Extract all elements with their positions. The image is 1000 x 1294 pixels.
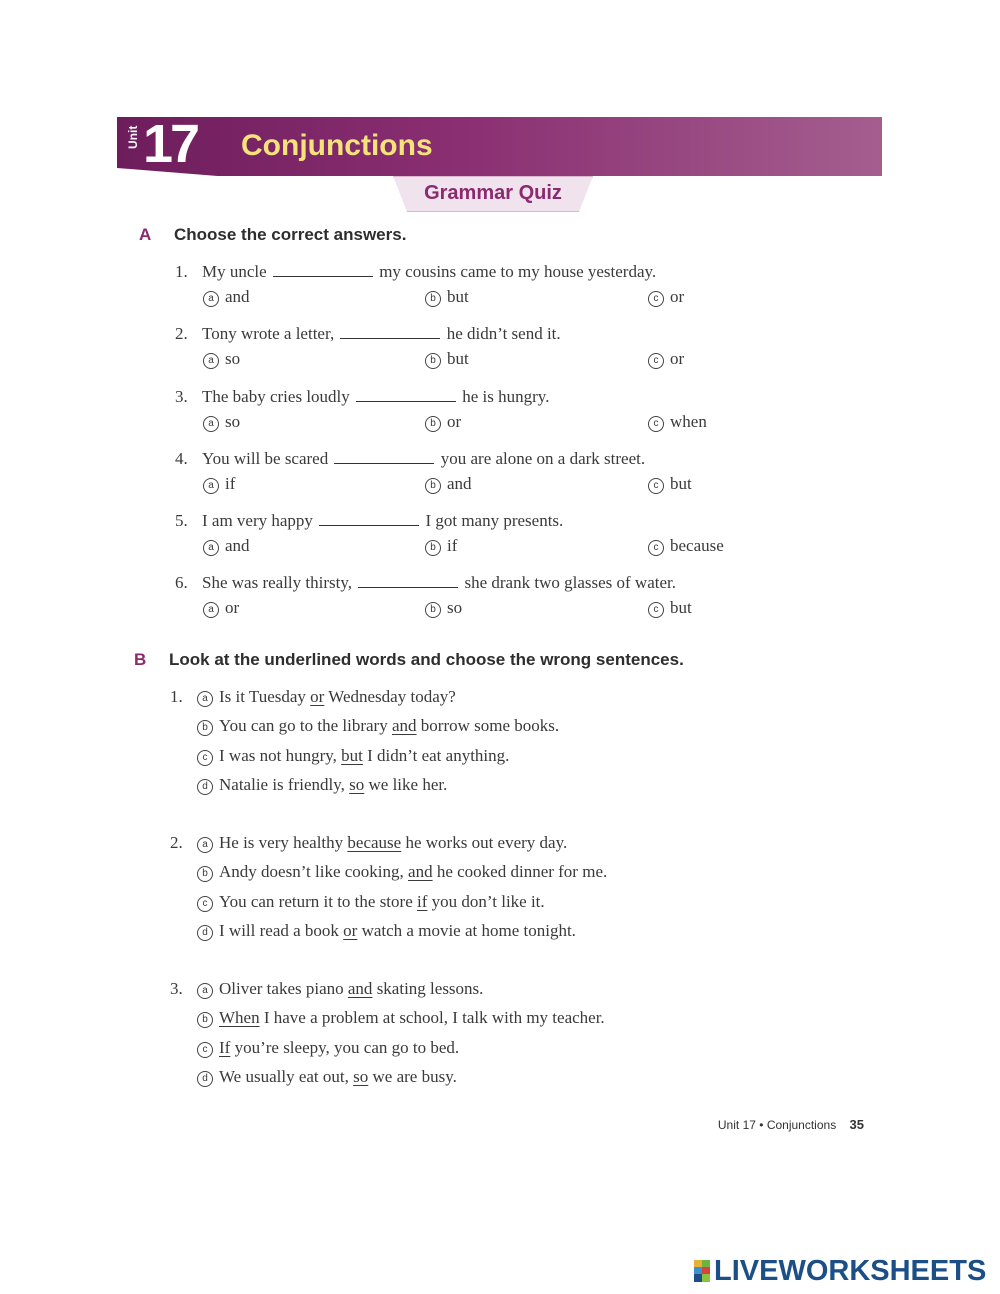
sentence-text: Andy doesn’t like cooking,	[219, 862, 409, 882]
sentence-text: Wednesday today?	[324, 687, 456, 706]
unit-banner	[117, 117, 882, 176]
option-text: so	[225, 412, 241, 431]
footer-topic: Conjunctions	[766, 1118, 837, 1132]
sentence-text: you’re sleepy, you can go to bed.	[230, 1037, 460, 1057]
sentence-option[interactable]	[197, 745, 509, 767]
answer-option[interactable]	[203, 597, 239, 619]
question-text-after: she drank two glasses of water.	[464, 573, 676, 592]
question-text-before: The baby cries loudly	[202, 387, 350, 406]
question-text-after: my cousins came to my house yesterday.	[379, 262, 657, 281]
underlined-conjunction: but	[341, 745, 363, 765]
answer-option[interactable]	[648, 473, 692, 495]
question-text	[202, 448, 645, 470]
sentence-text: I will read a book	[219, 920, 344, 940]
sentence-text: You can go to the library	[219, 716, 392, 736]
question-text	[202, 572, 676, 594]
question-number: 6.	[175, 573, 188, 592]
answer-option[interactable]	[648, 411, 707, 433]
option-letter-circle: c	[648, 353, 664, 369]
answer-option[interactable]	[203, 348, 240, 370]
underlined-conjunction: or	[343, 920, 358, 940]
underlined-conjunction: and	[391, 716, 417, 736]
sentence-text: we like her.	[364, 774, 448, 794]
page-number: 35	[849, 1117, 864, 1132]
answer-option[interactable]	[203, 411, 240, 433]
option-text: when	[670, 412, 707, 431]
question-number: 4.	[175, 449, 188, 468]
answer-blank[interactable]	[273, 261, 373, 277]
question-number: 5.	[175, 511, 188, 530]
unit-title: Conjunctions	[241, 129, 433, 162]
option-letter-circle: b	[197, 720, 213, 736]
option-letter-circle: b	[425, 602, 441, 618]
underlined-conjunction: because	[347, 833, 402, 852]
answer-blank[interactable]	[319, 510, 419, 526]
question-text-before: She was really thirsty,	[202, 573, 352, 592]
option-letter-circle: a	[197, 691, 213, 707]
footer-unit: Unit 17	[717, 1118, 756, 1132]
grammar-quiz-tab	[393, 176, 593, 212]
option-text: so	[447, 598, 463, 617]
answer-option[interactable]	[425, 535, 457, 557]
option-text: and	[447, 474, 472, 493]
sentence-text: borrow some books.	[416, 716, 560, 736]
underlined-conjunction: and	[408, 862, 433, 882]
underlined-conjunction: so	[353, 1066, 369, 1086]
sentence-option[interactable]	[197, 861, 607, 883]
sentence-option[interactable]	[197, 1007, 605, 1029]
question-text	[202, 323, 561, 345]
answer-option[interactable]	[648, 286, 684, 308]
option-letter-circle: b	[197, 1012, 213, 1028]
option-letter-circle: a	[203, 540, 219, 556]
question-text-before: You will be scared	[202, 449, 329, 468]
option-letter-circle: a	[203, 291, 219, 307]
option-letter-circle: b	[425, 353, 441, 369]
sentence-text: Natalie is friendly,	[219, 774, 350, 794]
answer-blank[interactable]	[358, 572, 458, 588]
question-number: 2.	[170, 833, 183, 852]
option-letter-circle: d	[197, 1071, 213, 1087]
option-letter-circle: c	[648, 416, 664, 432]
sentence-text: you don’t like it.	[427, 891, 545, 911]
option-text: but	[670, 474, 692, 493]
sentence-text: he cooked dinner for me.	[432, 862, 608, 882]
option-letter-circle: a	[203, 602, 219, 618]
sentence-text: he works out every day.	[401, 833, 568, 852]
option-letter-circle: b	[425, 416, 441, 432]
option-text: but	[670, 598, 692, 617]
option-text: or	[670, 287, 685, 306]
underlined-conjunction: If	[219, 1037, 231, 1057]
sentence-option[interactable]	[197, 920, 576, 942]
answer-option[interactable]	[425, 286, 469, 308]
option-letter-circle: b	[425, 478, 441, 494]
brand-name: LIVEWORKSHEETS	[714, 1254, 987, 1287]
sentence-text: Oliver takes piano	[219, 979, 348, 998]
option-text: if	[447, 536, 458, 555]
answer-option[interactable]	[648, 597, 692, 619]
option-letter-circle: c	[648, 478, 664, 494]
section-a-letter: A	[139, 225, 152, 244]
option-text: because	[670, 536, 724, 555]
answer-blank[interactable]	[356, 386, 456, 402]
question-number: 1.	[175, 262, 188, 281]
answer-option[interactable]	[425, 473, 472, 495]
option-letter-circle: c	[197, 750, 213, 766]
option-letter-circle: a	[197, 983, 213, 999]
option-text: if	[225, 474, 236, 493]
question-text-after: he is hungry.	[462, 387, 550, 406]
option-letter-circle: c	[648, 291, 664, 307]
answer-option[interactable]	[203, 535, 250, 557]
sentence-option[interactable]	[197, 1066, 457, 1088]
sentence-option[interactable]	[197, 891, 545, 913]
underlined-conjunction: and	[347, 979, 373, 998]
question-text-before: My uncle	[202, 262, 267, 281]
option-text: but	[447, 349, 469, 368]
sentence-text: I was not hungry,	[219, 745, 342, 765]
option-letter-circle: b	[197, 866, 213, 882]
question-number: 3.	[175, 387, 188, 406]
underlined-conjunction: When	[219, 1008, 260, 1028]
option-letter-circle: d	[197, 779, 213, 795]
sentence-text: watch a movie at home tonight.	[357, 920, 576, 940]
question-number: 3.	[170, 979, 183, 998]
answer-blank[interactable]	[334, 448, 434, 464]
underlined-conjunction: so	[349, 774, 365, 794]
sentence-text: He is very healthy	[219, 833, 348, 852]
underlined-conjunction: if	[417, 891, 428, 911]
sentence-option[interactable]	[197, 686, 456, 708]
option-letter-circle: c	[648, 540, 664, 556]
question-number: 2.	[175, 324, 188, 343]
option-letter-circle: a	[203, 416, 219, 432]
underlined-conjunction: or	[310, 687, 325, 706]
option-letter-circle: c	[648, 602, 664, 618]
answer-option[interactable]	[203, 286, 250, 308]
unit-label: Unit	[126, 125, 140, 149]
sentence-text: skating lessons.	[372, 979, 484, 998]
answer-option[interactable]	[425, 348, 469, 370]
footer-separator: •	[759, 1118, 764, 1132]
question-text	[202, 261, 656, 283]
option-text: but	[447, 287, 469, 306]
option-letter-circle: b	[425, 291, 441, 307]
sentence-option[interactable]	[197, 715, 559, 737]
sentence-option[interactable]	[197, 774, 447, 796]
option-text: or	[447, 412, 462, 431]
sentence-option[interactable]	[197, 978, 483, 1000]
answer-option[interactable]	[648, 535, 724, 557]
question-text-after: he didn’t send it.	[446, 324, 561, 343]
answer-option[interactable]	[425, 411, 461, 433]
sentence-text: We usually eat out,	[219, 1066, 354, 1086]
option-text: so	[225, 349, 241, 368]
option-text: and	[225, 536, 250, 555]
sentence-option[interactable]	[197, 832, 567, 854]
option-letter-circle: a	[203, 353, 219, 369]
question-number: 1.	[170, 687, 183, 706]
question-text-before: Tony wrote a letter,	[202, 324, 335, 343]
option-letter-circle: c	[197, 1042, 213, 1058]
section-a-instruction: Choose the correct answers.	[174, 225, 407, 244]
answer-option[interactable]	[425, 597, 462, 619]
question-text	[202, 510, 563, 532]
question-text-after: I got many presents.	[425, 511, 564, 530]
question-text-after: you are alone on a dark street.	[440, 449, 646, 468]
section-b-instruction: Look at the underlined words and choose the wrong sentences.	[169, 650, 684, 669]
option-text: and	[225, 287, 250, 306]
sentence-text: I have a problem at school, I talk with my teacher.	[259, 1008, 605, 1028]
option-letter-circle: a	[203, 478, 219, 494]
option-letter-circle: b	[425, 540, 441, 556]
answer-blank[interactable]	[340, 323, 440, 339]
sentence-text: I didn’t eat anything.	[362, 745, 510, 765]
sentence-text: Is it Tuesday	[219, 687, 311, 706]
liveworksheets-logo-icon	[694, 1260, 710, 1282]
section-b-letter: B	[134, 650, 147, 669]
option-letter-circle: c	[197, 896, 213, 912]
sentence-text: You can return it to the store	[219, 891, 417, 911]
unit-number: 17	[143, 114, 198, 174]
option-letter-circle: a	[197, 837, 213, 853]
quiz-tab-label: Grammar Quiz	[424, 182, 562, 204]
sentence-option[interactable]	[197, 1037, 459, 1059]
option-letter-circle: d	[197, 925, 213, 941]
answer-option[interactable]	[203, 473, 235, 495]
sentence-text: we are busy.	[368, 1066, 457, 1086]
page-footer	[718, 1117, 864, 1132]
option-text: or	[670, 349, 685, 368]
question-text-before: I am very happy	[202, 511, 313, 530]
liveworksheets-brand[interactable]	[694, 1256, 986, 1286]
answer-option[interactable]	[648, 348, 684, 370]
option-text: or	[225, 598, 240, 617]
question-text	[202, 386, 549, 408]
